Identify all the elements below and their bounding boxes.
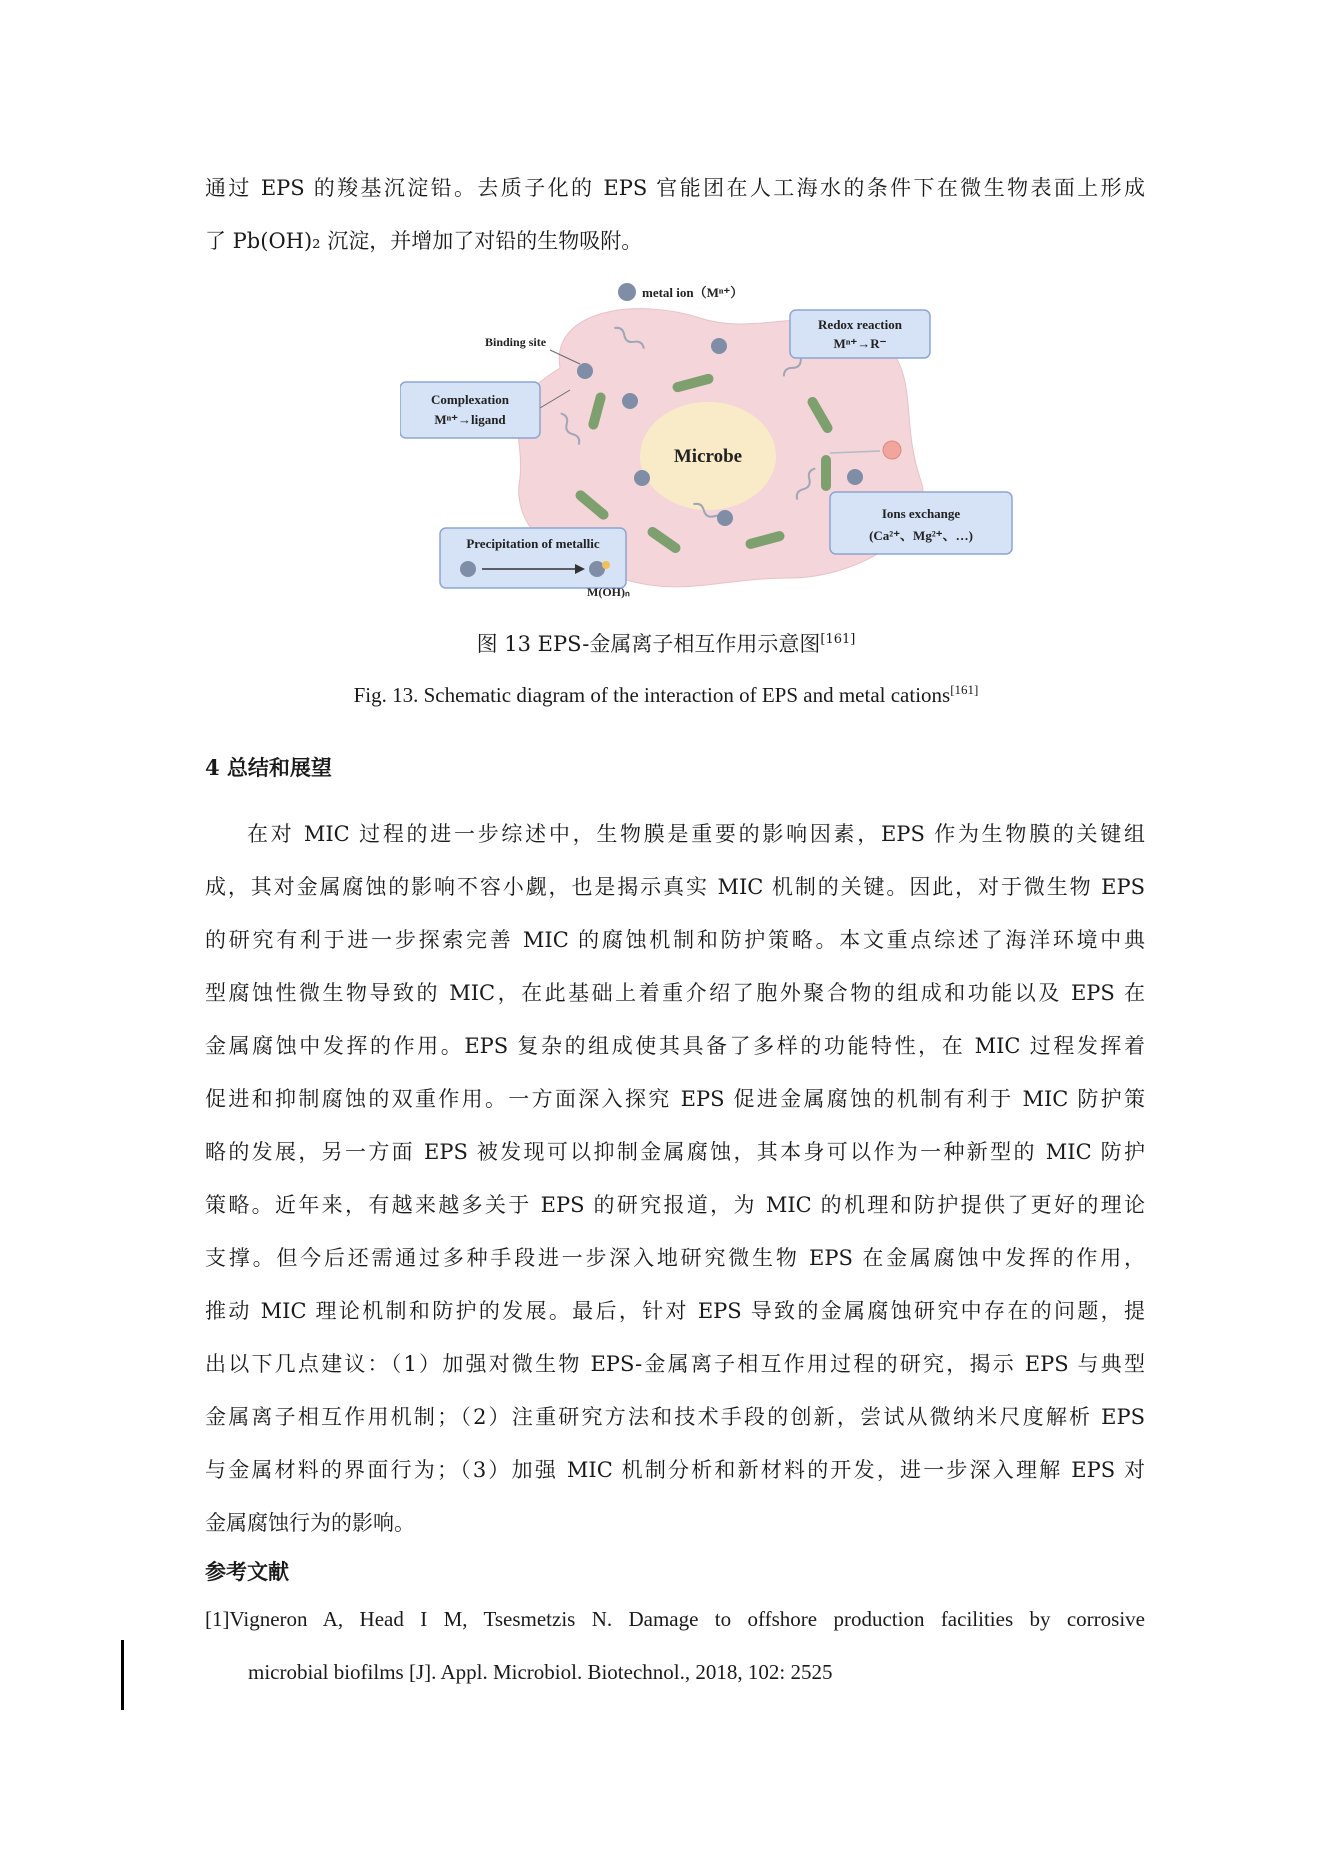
legend-label: metal ion（Mⁿ⁺）	[642, 285, 744, 300]
references-heading: 参考文献	[205, 1559, 289, 1584]
metal-ion	[711, 338, 727, 354]
ions-exchange-formula: (Ca²⁺、Mg²⁺、…)	[869, 528, 973, 543]
redox-title: Redox reaction	[818, 317, 902, 332]
body-line: 金属腐蚀行为的影响。	[205, 1511, 415, 1535]
caption-en-citation: [161]	[950, 682, 979, 697]
metal-ion	[622, 393, 638, 409]
metal-ion	[577, 363, 593, 379]
eps-rod	[821, 455, 831, 491]
body-line: 促进和抑制腐蚀的双重作用。一方面深入探究 EPS 促进金属腐蚀的机制有利于 MIC 防护策	[205, 1087, 1145, 1111]
complexation-title: Complexation	[431, 392, 509, 407]
body-line: 略的发展，另一方面 EPS 被发现可以抑制金属腐蚀，其本身可以作为一种新型的 MIC 防护	[205, 1140, 1145, 1164]
precipitate-marker	[602, 561, 610, 569]
body-line: 出以下几点建议：（1）加强对微生物 EPS-金属离子相互作用过程的研究，揭示 EPS 与典型	[205, 1352, 1145, 1376]
exchanged-ion	[883, 441, 901, 459]
body-line: 推动 MIC 理论机制和防护的发展。最后，针对 EPS 导致的金属腐蚀研究中存在的问题，提	[205, 1299, 1145, 1323]
microbe-label: Microbe	[673, 446, 743, 467]
intro-line: 通过 EPS 的羧基沉淀铅。去质子化的 EPS 官能团在人工海水的条件下在微生物表面上形成	[205, 176, 1145, 200]
caption-cn-text: 图 13 EPS-金属离子相互作用示意图	[476, 632, 821, 656]
body-line: 成，其对金属腐蚀的影响不容小觑，也是揭示真实 MIC 机制的关键。因此，对于微生物 EPS	[205, 875, 1145, 899]
revision-bar	[121, 1640, 124, 1710]
body-line: 金属腐蚀中发挥的作用。EPS 复杂的组成使其具备了多样的功能特性，在 MIC 过程发挥着	[205, 1034, 1145, 1058]
body-line: 的研究有利于进一步探索完善 MIC 的腐蚀机制和防护策略。本文重点综述了海洋环境中典	[205, 928, 1145, 952]
binding-site-label: Binding site	[485, 335, 547, 349]
body-line: 与金属材料的界面行为；（3）加强 MIC 机制分析和新材料的开发，进一步深入理解 EPS 对	[205, 1458, 1145, 1482]
body-line: 策略。近年来，有越来越多关于 EPS 的研究报道，为 MIC 的机理和防护提供了更好的理论	[205, 1193, 1145, 1217]
figure-diagram	[400, 278, 1030, 602]
complexation-box	[400, 382, 540, 438]
complexation-formula: Mⁿ⁺→ligand	[434, 412, 506, 427]
ions-exchange-title: Ions exchange	[881, 506, 961, 521]
body-line: 支撑。但今后还需通过多种手段进一步深入地研究微生物 EPS 在金属腐蚀中发挥的作用，	[205, 1246, 1145, 1270]
caption-en-text: Fig. 13. Schematic diagram of the interaction of EPS and metal cations	[353, 683, 951, 707]
intro-paragraph	[205, 162, 1145, 268]
body-line: 型腐蚀性微生物导致的 MIC，在此基础上着重介绍了胞外聚合物的组成和功能以及 EPS 在	[205, 981, 1145, 1005]
redox-formula: Mⁿ⁺→R⁻	[833, 336, 887, 351]
caption-cn-citation: [161]	[820, 632, 856, 647]
intro-line: 了 Pb(OH)₂ 沉淀，并增加了对铅的生物吸附。	[205, 229, 643, 253]
legend-ion-marker	[618, 283, 636, 301]
metal-ion	[847, 469, 863, 485]
figure-caption-chinese	[0, 628, 1332, 658]
precipitation-ion	[460, 561, 476, 577]
reference-entry-line2: microbial biofilms [J]. Appl. Microbiol. Biotechnol., 2018, 102: 2525	[248, 1660, 833, 1684]
figure-caption-english	[0, 682, 1332, 708]
ions-exchange-box	[830, 492, 1012, 554]
precipitation-title: Precipitation of metallic	[466, 536, 600, 551]
reference-entry-line1: [1]Vigneron A, Head I M, Tsesmetzis N. Damage to offshore production facilities by corrosive	[205, 1607, 1145, 1631]
precipitation-product: M(OH)ₙ	[587, 585, 630, 599]
body-line: 金属离子相互作用机制；（2）注重研究方法和技术手段的创新，尝试从微纳米尺度解析 EPS	[205, 1405, 1145, 1429]
section-heading: 4 总结和展望	[205, 755, 332, 780]
body-line: 在对 MIC 过程的进一步综述中，生物膜是重要的影响因素，EPS 作为生物膜的关键组	[247, 822, 1145, 846]
metal-ion	[717, 510, 733, 526]
eps-metal-interaction-figure	[400, 278, 1030, 602]
metal-ion	[634, 470, 650, 486]
summary-paragraph	[205, 808, 1145, 1550]
